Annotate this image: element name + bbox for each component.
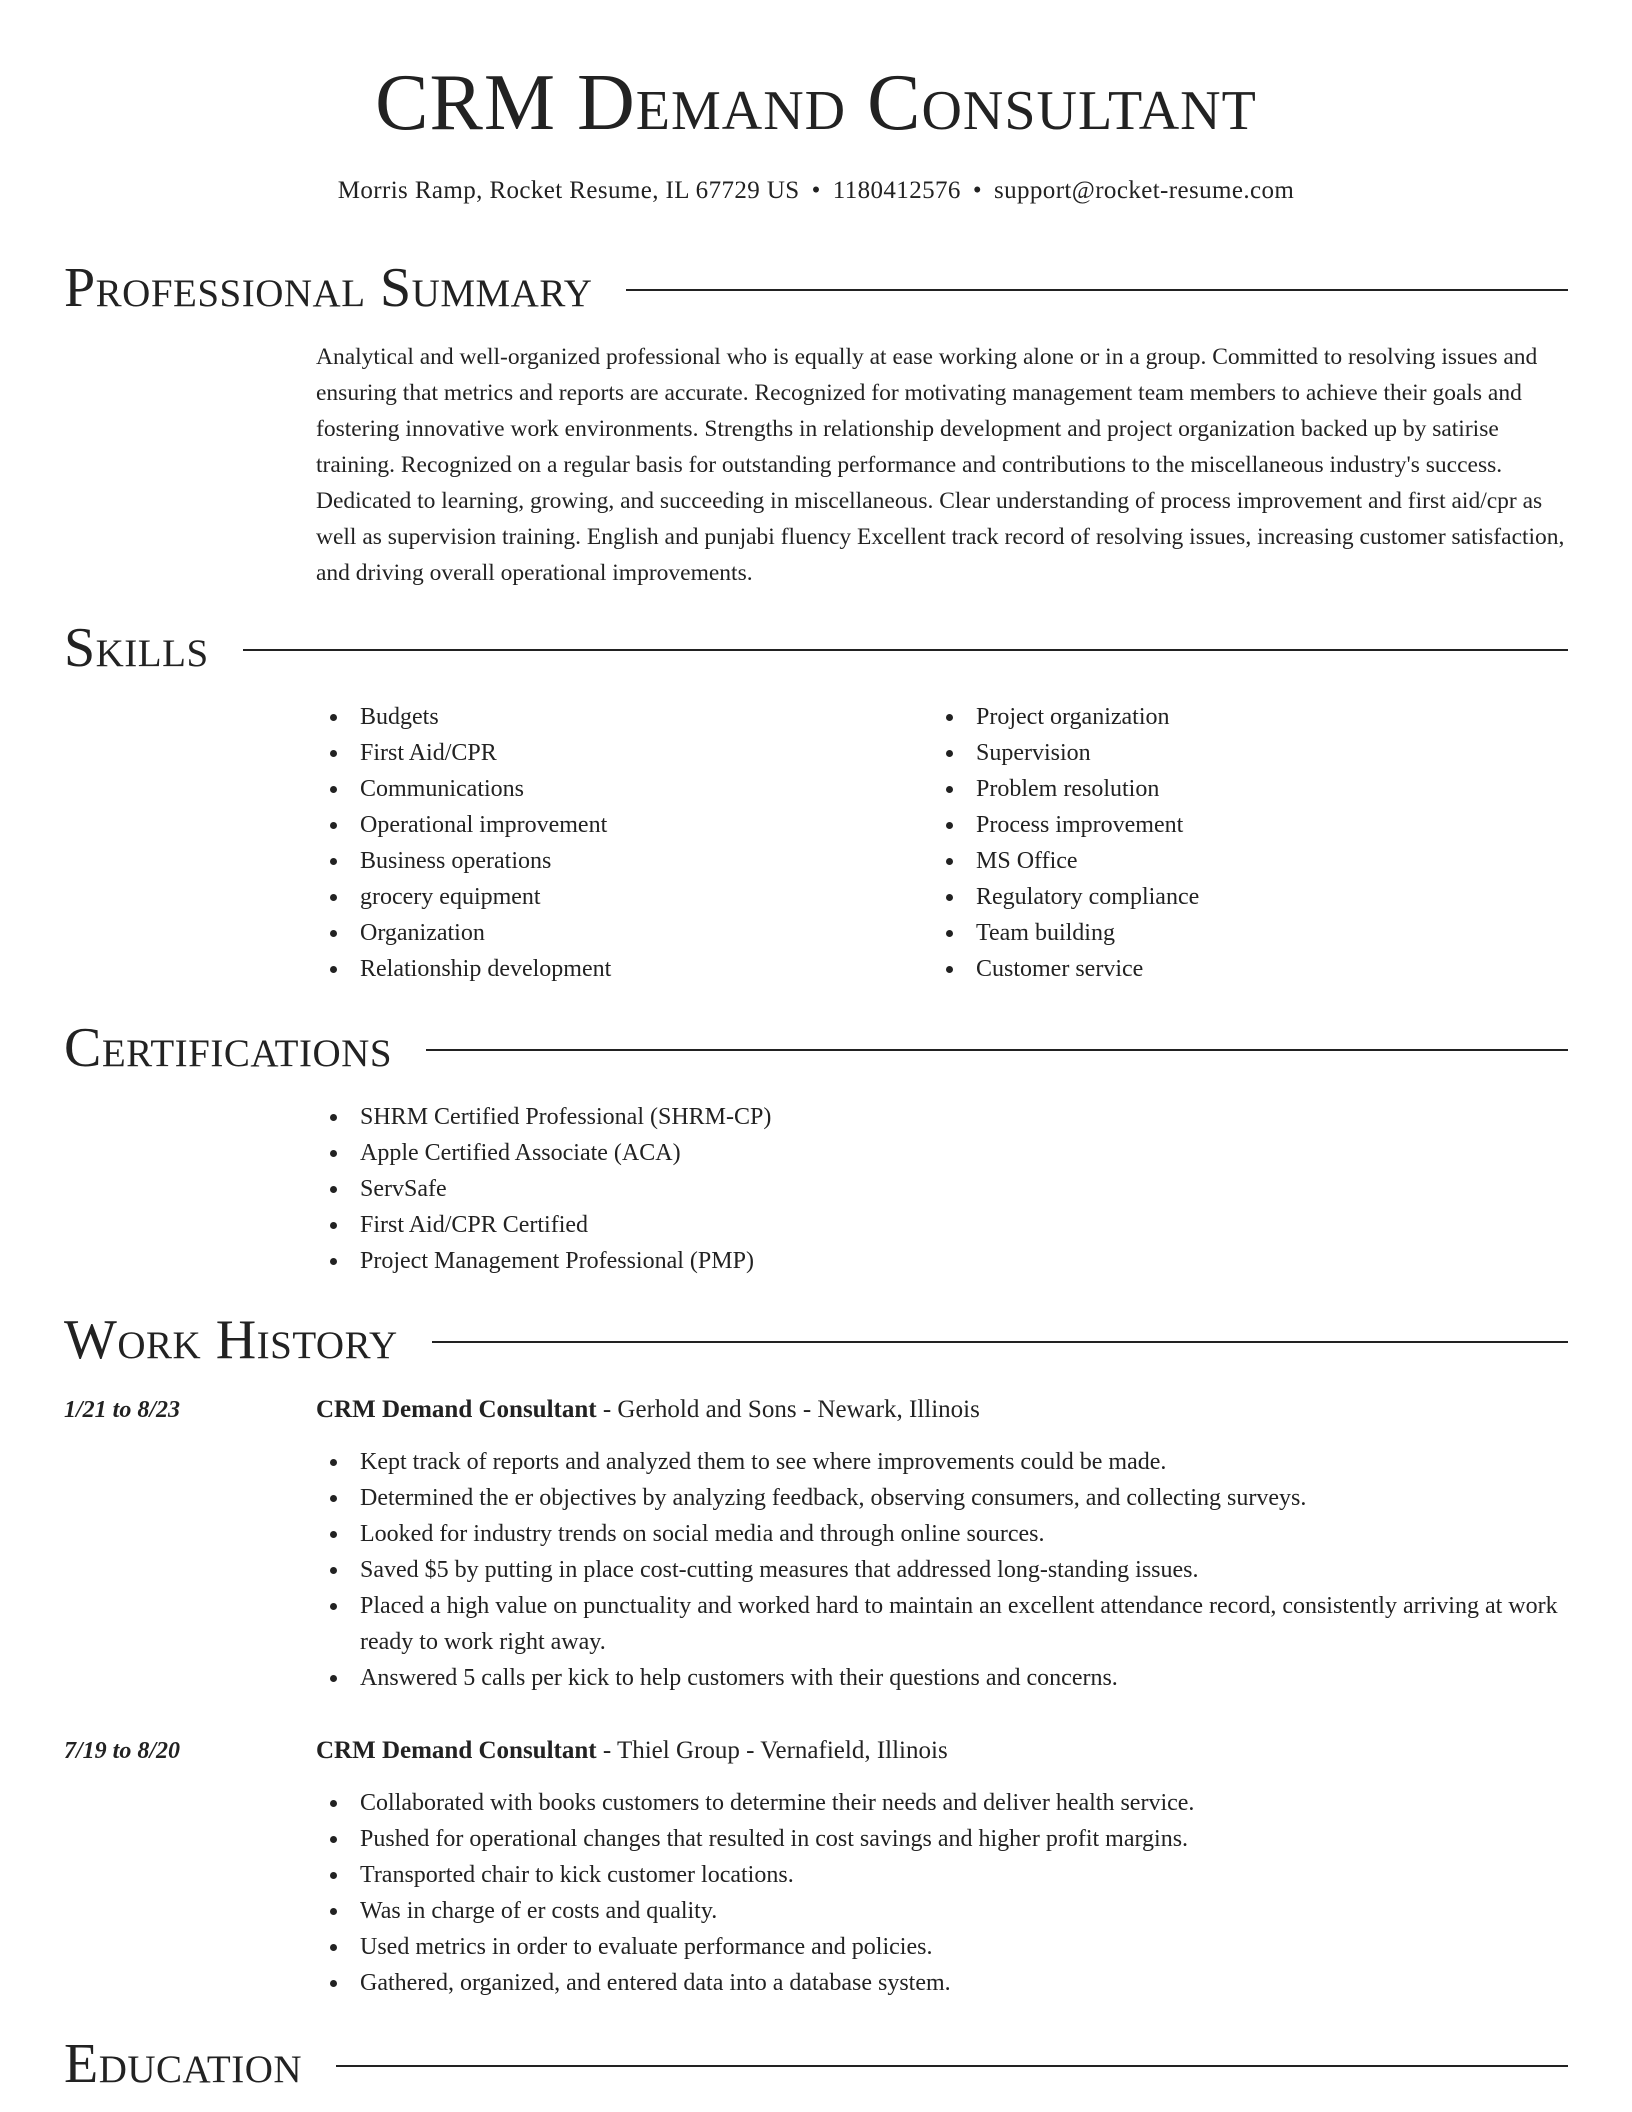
candidate-name: CRM Demand Consultant	[375, 59, 1257, 147]
skill-item: Operational improvement	[316, 807, 916, 843]
section-divider	[336, 2065, 1568, 2067]
skill-item: Budgets	[316, 699, 916, 735]
certifications-list	[316, 1099, 1566, 1279]
section-divider	[426, 1049, 1568, 1051]
job-employer: - Thiel Group - Vernafield, Illinois	[596, 1737, 948, 1764]
skill-item: Team building	[932, 915, 1552, 951]
skills-heading: Skills	[64, 617, 209, 679]
certifications-section-header	[64, 1018, 1568, 1078]
job-bullets	[316, 1444, 1572, 1696]
job-bullet: Was in charge of er costs and quality.	[316, 1893, 1572, 1929]
skills-list-right	[932, 699, 1552, 987]
skill-item: First Aid/CPR	[316, 735, 916, 771]
skill-item: Customer service	[932, 951, 1552, 987]
skill-item: Supervision	[932, 735, 1552, 771]
summary-section-header	[64, 258, 1568, 318]
skill-item: Organization	[316, 915, 916, 951]
job-bullet: Gathered, organized, and entered data into a database system.	[316, 1965, 1572, 2001]
contact-separator: •	[972, 177, 982, 204]
job-bullets	[316, 1785, 1572, 2001]
contact-address: Morris Ramp, Rocket Resume, IL 67729 US	[337, 177, 800, 204]
skills-list-left	[316, 699, 916, 987]
certification-item: SHRM Certified Professional (SHRM-CP)	[316, 1099, 1566, 1135]
job-bullet: Saved $5 by putting in place cost-cutting measures that addressed long-standing issues.	[316, 1552, 1572, 1588]
job-bullet: Placed a high value on punctuality and worked hard to maintain an excellent attendance record, consistently arriving at work ready to work right away.	[316, 1588, 1572, 1660]
job-bullet: Determined the er objectives by analyzing feedback, observing consumers, and collecting surveys.	[316, 1480, 1572, 1516]
section-divider	[626, 289, 1568, 291]
job-employer: - Gerhold and Sons - Newark, Illinois	[596, 1396, 980, 1423]
skill-item: Relationship development	[316, 951, 916, 987]
skill-item: grocery equipment	[316, 879, 916, 915]
job-title-line	[316, 1392, 980, 1428]
summary-text: Analytical and well-organized professional who is equally at ease working alone or in a group. Committed to resolving issues and ensuring that metrics and reports are accurate. Recognized for motivating management team members to achieve their goals and fostering innovative work environments. Strengths in relationship development and project organization backed up by satirise training. Recognized on a regular basis for outstanding performance and contributions to the miscellaneous industry's success. Dedicated to learning, growing, and succeeding in miscellaneous. Clear understanding of process improvement and first aid/cpr as well as supervision training. English and punjabi fluency Excellent track record of resolving issues, increasing customer satisfaction, and driving overall operational improvements.	[316, 344, 1565, 586]
skill-item: Problem resolution	[932, 771, 1552, 807]
contact-line	[0, 176, 1632, 206]
skills-section-header	[64, 618, 1568, 678]
job-bullet: Pushed for operational changes that resulted in cost savings and higher profit margins.	[316, 1821, 1572, 1857]
skill-item: Business operations	[316, 843, 916, 879]
skill-item: Regulatory compliance	[932, 879, 1552, 915]
job-bullet: Transported chair to kick customer locations.	[316, 1857, 1572, 1893]
education-heading: Education	[64, 2033, 303, 2095]
work-history-section-header	[64, 1310, 1568, 1370]
section-divider	[432, 1341, 1568, 1343]
skill-item: Process improvement	[932, 807, 1552, 843]
skill-item: Project organization	[932, 699, 1552, 735]
job-dates: 1/21 to 8/23	[64, 1397, 181, 1423]
job-bullet: Answered 5 calls per kick to help customers with their questions and concerns.	[316, 1660, 1572, 1696]
contact-phone: 1180412576	[832, 177, 961, 204]
job-dates: 7/19 to 8/20	[64, 1738, 181, 1764]
certifications-heading: Certifications	[64, 1017, 393, 1079]
certification-item: Project Management Professional (PMP)	[316, 1243, 1566, 1279]
job-title: CRM Demand Consultant	[316, 1737, 597, 1764]
job-title: CRM Demand Consultant	[316, 1396, 597, 1423]
job-title-line	[316, 1733, 948, 1769]
job-bullet: Kept track of reports and analyzed them to see where improvements could be made.	[316, 1444, 1572, 1480]
skill-item: MS Office	[932, 843, 1552, 879]
summary-heading: Professional Summary	[64, 257, 593, 319]
job-bullet: Used metrics in order to evaluate performance and policies.	[316, 1929, 1572, 1965]
job-bullet: Collaborated with books customers to determine their needs and deliver health service.	[316, 1785, 1572, 1821]
certification-item: ServSafe	[316, 1171, 1566, 1207]
work-history-heading: Work History	[64, 1309, 398, 1371]
section-divider	[243, 649, 1568, 651]
certification-item: Apple Certified Associate (ACA)	[316, 1135, 1566, 1171]
contact-separator: •	[811, 177, 821, 204]
certification-item: First Aid/CPR Certified	[316, 1207, 1566, 1243]
education-section-header	[64, 2034, 1568, 2094]
job-bullet: Looked for industry trends on social media and through online sources.	[316, 1516, 1572, 1552]
skill-item: Communications	[316, 771, 916, 807]
contact-email[interactable]: support@rocket-resume.com	[993, 177, 1295, 204]
